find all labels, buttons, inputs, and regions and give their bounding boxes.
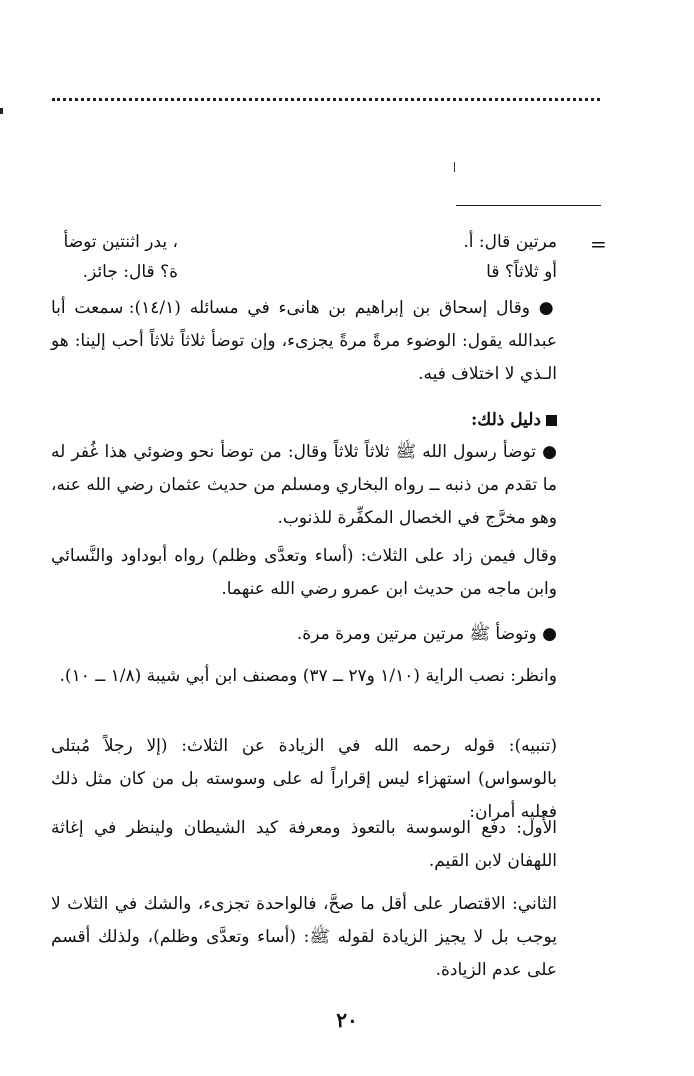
paragraph-ishaq: ● وقال إسحاق بن إبراهيم بن هانىء في مسائله (١٤/١): سمعت أبا عبدالله يقول: الوضوء مرةً مرةً يجزىء، وإن توضأ ثلاثاً ثلاثاً أحب إلينا: هو الـذي لا اختلاف فيه. xyxy=(51,298,557,384)
paragraph-notice: (تنبيه): قوله رحمه الله في الزيادة عن الثلاث: (إلا رجلاً مُبتلى بالوسواس) استهزاء ليس إقراراً له على وسوسته بل من كان مثل ذلك فعليه أمران: xyxy=(51,736,557,822)
paragraph-first-remedy: الأول: دفع الوسوسة بالتعوذ ومعرفة كيد الشيطان ولينظر في إغاثة اللهفان لابن القيم. xyxy=(51,818,557,871)
page-number: ٢٠ xyxy=(336,1008,358,1032)
paragraph-references: وانظر: نصب الراية (١/١٠ و٢٧ ــ ٣٧) ومصنف ابن أبي شيبة (١/٨ ــ ١٠). xyxy=(59,666,557,686)
section-heading xyxy=(51,404,557,437)
paragraph-evidence: ● توضأ رسول الله ﷺ ثلاثاً ثلاثاً وقال: من توضأ نحو وضوئي هذا غُفر له ما تقدم من ذنبه ــ رواه البخاري ومسلم من حديث عثمان رضي الله عنه، وهو مخرَّج في الخصال المكفِّرة للذنوب. xyxy=(51,442,557,528)
footnote-continuation-marker: = xyxy=(590,232,607,256)
paragraph-second-remedy: الثاني: الاقتصار على أقل ما صحَّ، فالواحدة تجزىء، والشك في الثلاث لا يوجب بل لا يجيز الزيادة لقوله ﷺ: (أساء وتعدَّى وظلم)، ولذلك أقسم على عدم الزيادة. xyxy=(51,894,557,980)
square-bullet-icon xyxy=(546,415,557,426)
paragraph-twice-once: ● وتوضأ ﷺ مرتين مرتين ومرة مرة. xyxy=(296,624,557,644)
header-dotted-rule xyxy=(52,98,600,101)
footnote-fragment-left-1: ، يدر اثنتين توضأ xyxy=(63,232,178,252)
footnote-fragment-left-2: ة؟ قال: جائز. xyxy=(82,262,178,282)
footnote-separator xyxy=(456,205,601,206)
header-tick xyxy=(454,162,455,172)
footnote-fragment-right-1: مرتين قال: أ. xyxy=(463,232,557,252)
footnote-fragment-right-2: أو ثلاثاً؟ قا xyxy=(486,262,557,282)
edge-mark xyxy=(0,108,3,114)
paragraph-excess: وقال فيمن زاد على الثلاث: (أساء وتعدَّى وظلم) رواه أبوداود والنَّسائي وابن ماجه من حديث ابن عمرو رضي الله عنهما. xyxy=(51,546,557,599)
heading-text: دليل ذلك: xyxy=(470,410,541,430)
